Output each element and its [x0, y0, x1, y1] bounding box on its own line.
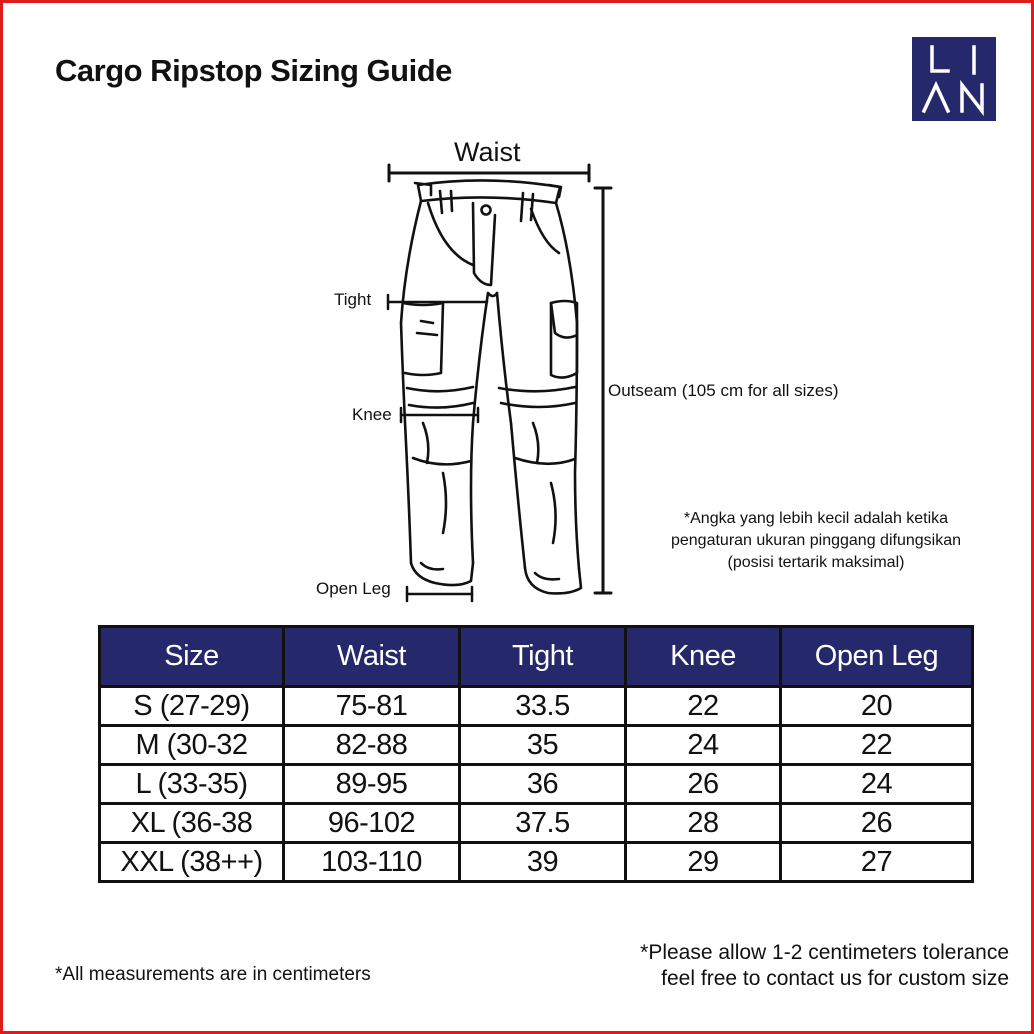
cell-tight: 37.5 — [460, 804, 626, 843]
cell-tight: 35 — [460, 726, 626, 765]
table-row — [100, 726, 973, 765]
cell-size: M (30-32 — [100, 726, 284, 765]
cell-knee: 26 — [626, 765, 781, 804]
custom-size-line: feel free to contact us for custom size — [661, 967, 1009, 990]
cell-size: L (33-35) — [100, 765, 284, 804]
cell-tight: 36 — [460, 765, 626, 804]
column-header-knee: Knee — [626, 627, 781, 687]
table-row — [100, 804, 973, 843]
cell-knee: 24 — [626, 726, 781, 765]
column-header-waist: Waist — [284, 627, 460, 687]
cell-tight: 33.5 — [460, 687, 626, 726]
cell-waist: 89-95 — [284, 765, 460, 804]
cell-open-leg: 26 — [781, 804, 973, 843]
cell-waist: 103-110 — [284, 843, 460, 882]
tolerance-line: *Please allow 1-2 centimeters tolerance — [640, 941, 1009, 964]
cell-open-leg: 22 — [781, 726, 973, 765]
table-row — [100, 687, 973, 726]
size-table — [98, 625, 974, 883]
table-header-row — [100, 627, 973, 687]
knee-label: Knee — [352, 405, 392, 424]
cargo-pants-outline — [401, 180, 581, 593]
column-header-tight: Tight — [460, 627, 626, 687]
cell-size: S (27-29) — [100, 687, 284, 726]
table-row — [100, 765, 973, 804]
cell-open-leg: 20 — [781, 687, 973, 726]
measurement-unit-note: *All measurements are in centimeters — [55, 964, 371, 985]
tolerance-note — [640, 940, 1009, 992]
column-header-open-leg: Open Leg — [781, 627, 973, 687]
note-line: *Angka yang lebih kecil adalah ketika — [683, 510, 949, 527]
tight-label: Tight — [334, 290, 372, 309]
waist-label: Waist — [454, 137, 521, 167]
open-leg-measure-line — [407, 587, 472, 601]
open-leg-label: Open Leg — [316, 579, 391, 598]
cell-knee: 22 — [626, 687, 781, 726]
cell-size: XL (36-38 — [100, 804, 284, 843]
note-line: pengaturan ukuran pinggang difungsikan — [670, 532, 961, 549]
cell-open-leg: 24 — [781, 765, 973, 804]
column-header-size: Size — [100, 627, 284, 687]
cell-waist: 82-88 — [284, 726, 460, 765]
cell-size: XXL (38++) — [100, 843, 284, 882]
cell-tight: 39 — [460, 843, 626, 882]
outseam-label: Outseam (105 cm for all sizes) — [608, 381, 839, 400]
cell-waist: 75-81 — [284, 687, 460, 726]
cell-knee: 28 — [626, 804, 781, 843]
table-row — [100, 843, 973, 882]
knee-measure-line — [401, 408, 478, 422]
cell-knee: 29 — [626, 843, 781, 882]
page-title: Cargo Ripstop Sizing Guide — [55, 53, 452, 88]
cell-waist: 96-102 — [284, 804, 460, 843]
waist-adjust-note — [623, 508, 1009, 574]
note-line: (posisi tertarik maksimal) — [727, 554, 905, 571]
cell-open-leg: 27 — [781, 843, 973, 882]
